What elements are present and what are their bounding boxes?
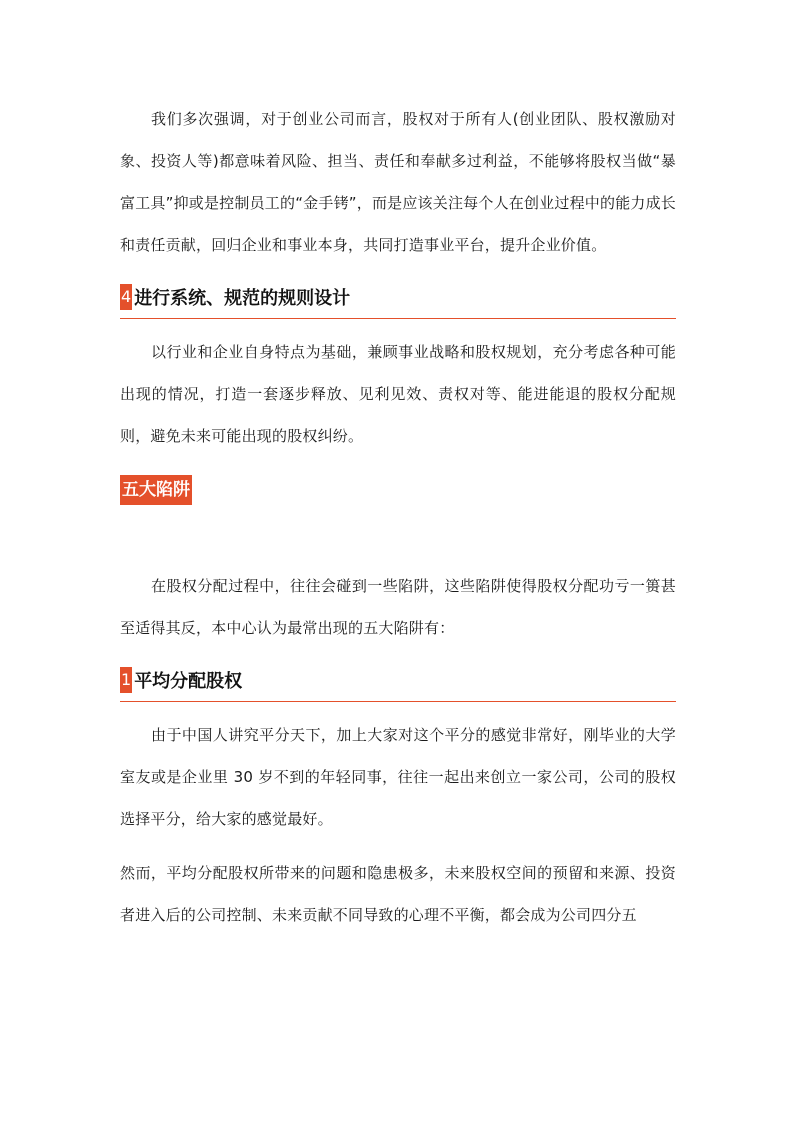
paragraph-equal-split-reason: 由于中国人讲究平分天下，加上大家对这个平分的感觉非常好，刚毕业的大学室友或是企业里 30 岁不到的年轻同事，往往一起出来创立一家公司，公司的股权选择平分，给大家的感觉最好。 <box>120 726 676 828</box>
heading-rule-design <box>120 282 676 319</box>
heading-number-badge: 1 <box>120 667 132 693</box>
document-body <box>120 98 676 936</box>
paragraph-equity-responsibility: 我们多次强调，对于创业公司而言，股权对于所有人(创业团队、股权激励对象、投资人等)都意味着风险、担当、责任和奉献多过利益，不能够将股权当做“暴富工具”抑或是控制员工的“金手铐”，而是应该关注每个人在创业过程中的能力成长和责任贡献，回归企业和事业本身，共同打造事业平台，提升企业价值。 <box>120 110 676 254</box>
paragraph-rule-design: 以行业和企业自身特点为基础，兼顾事业战略和股权规划，充分考虑各种可能出现的情况，打造一套逐步释放、见利见效、责权对等、能进能退的股权分配规则，避免未来可能出现的股权纠纷。 <box>120 343 676 445</box>
paragraph-traps-intro: 在股权分配过程中，往往会碰到一些陷阱，这些陷阱使得股权分配功亏一篑甚至适得其反，本中心认为最常出现的五大陷阱有： <box>120 577 676 637</box>
heading-title: 进行系统、规范的规则设计 <box>134 288 351 309</box>
heading-number-badge: 4 <box>120 284 132 310</box>
paragraph-equal-split-problems: 然而，平均分配股权所带来的问题和隐患极多，未来股权空间的预留和来源、投资者进入后的公司控制、未来贡献不同导致的心理不平衡，都会成为公司四分五 <box>120 864 676 924</box>
heading-title: 平均分配股权 <box>134 671 243 692</box>
section-tag-five-traps <box>120 475 676 505</box>
section-tag-label: 五大陷阱 <box>120 475 192 505</box>
heading-equal-split <box>120 665 676 702</box>
